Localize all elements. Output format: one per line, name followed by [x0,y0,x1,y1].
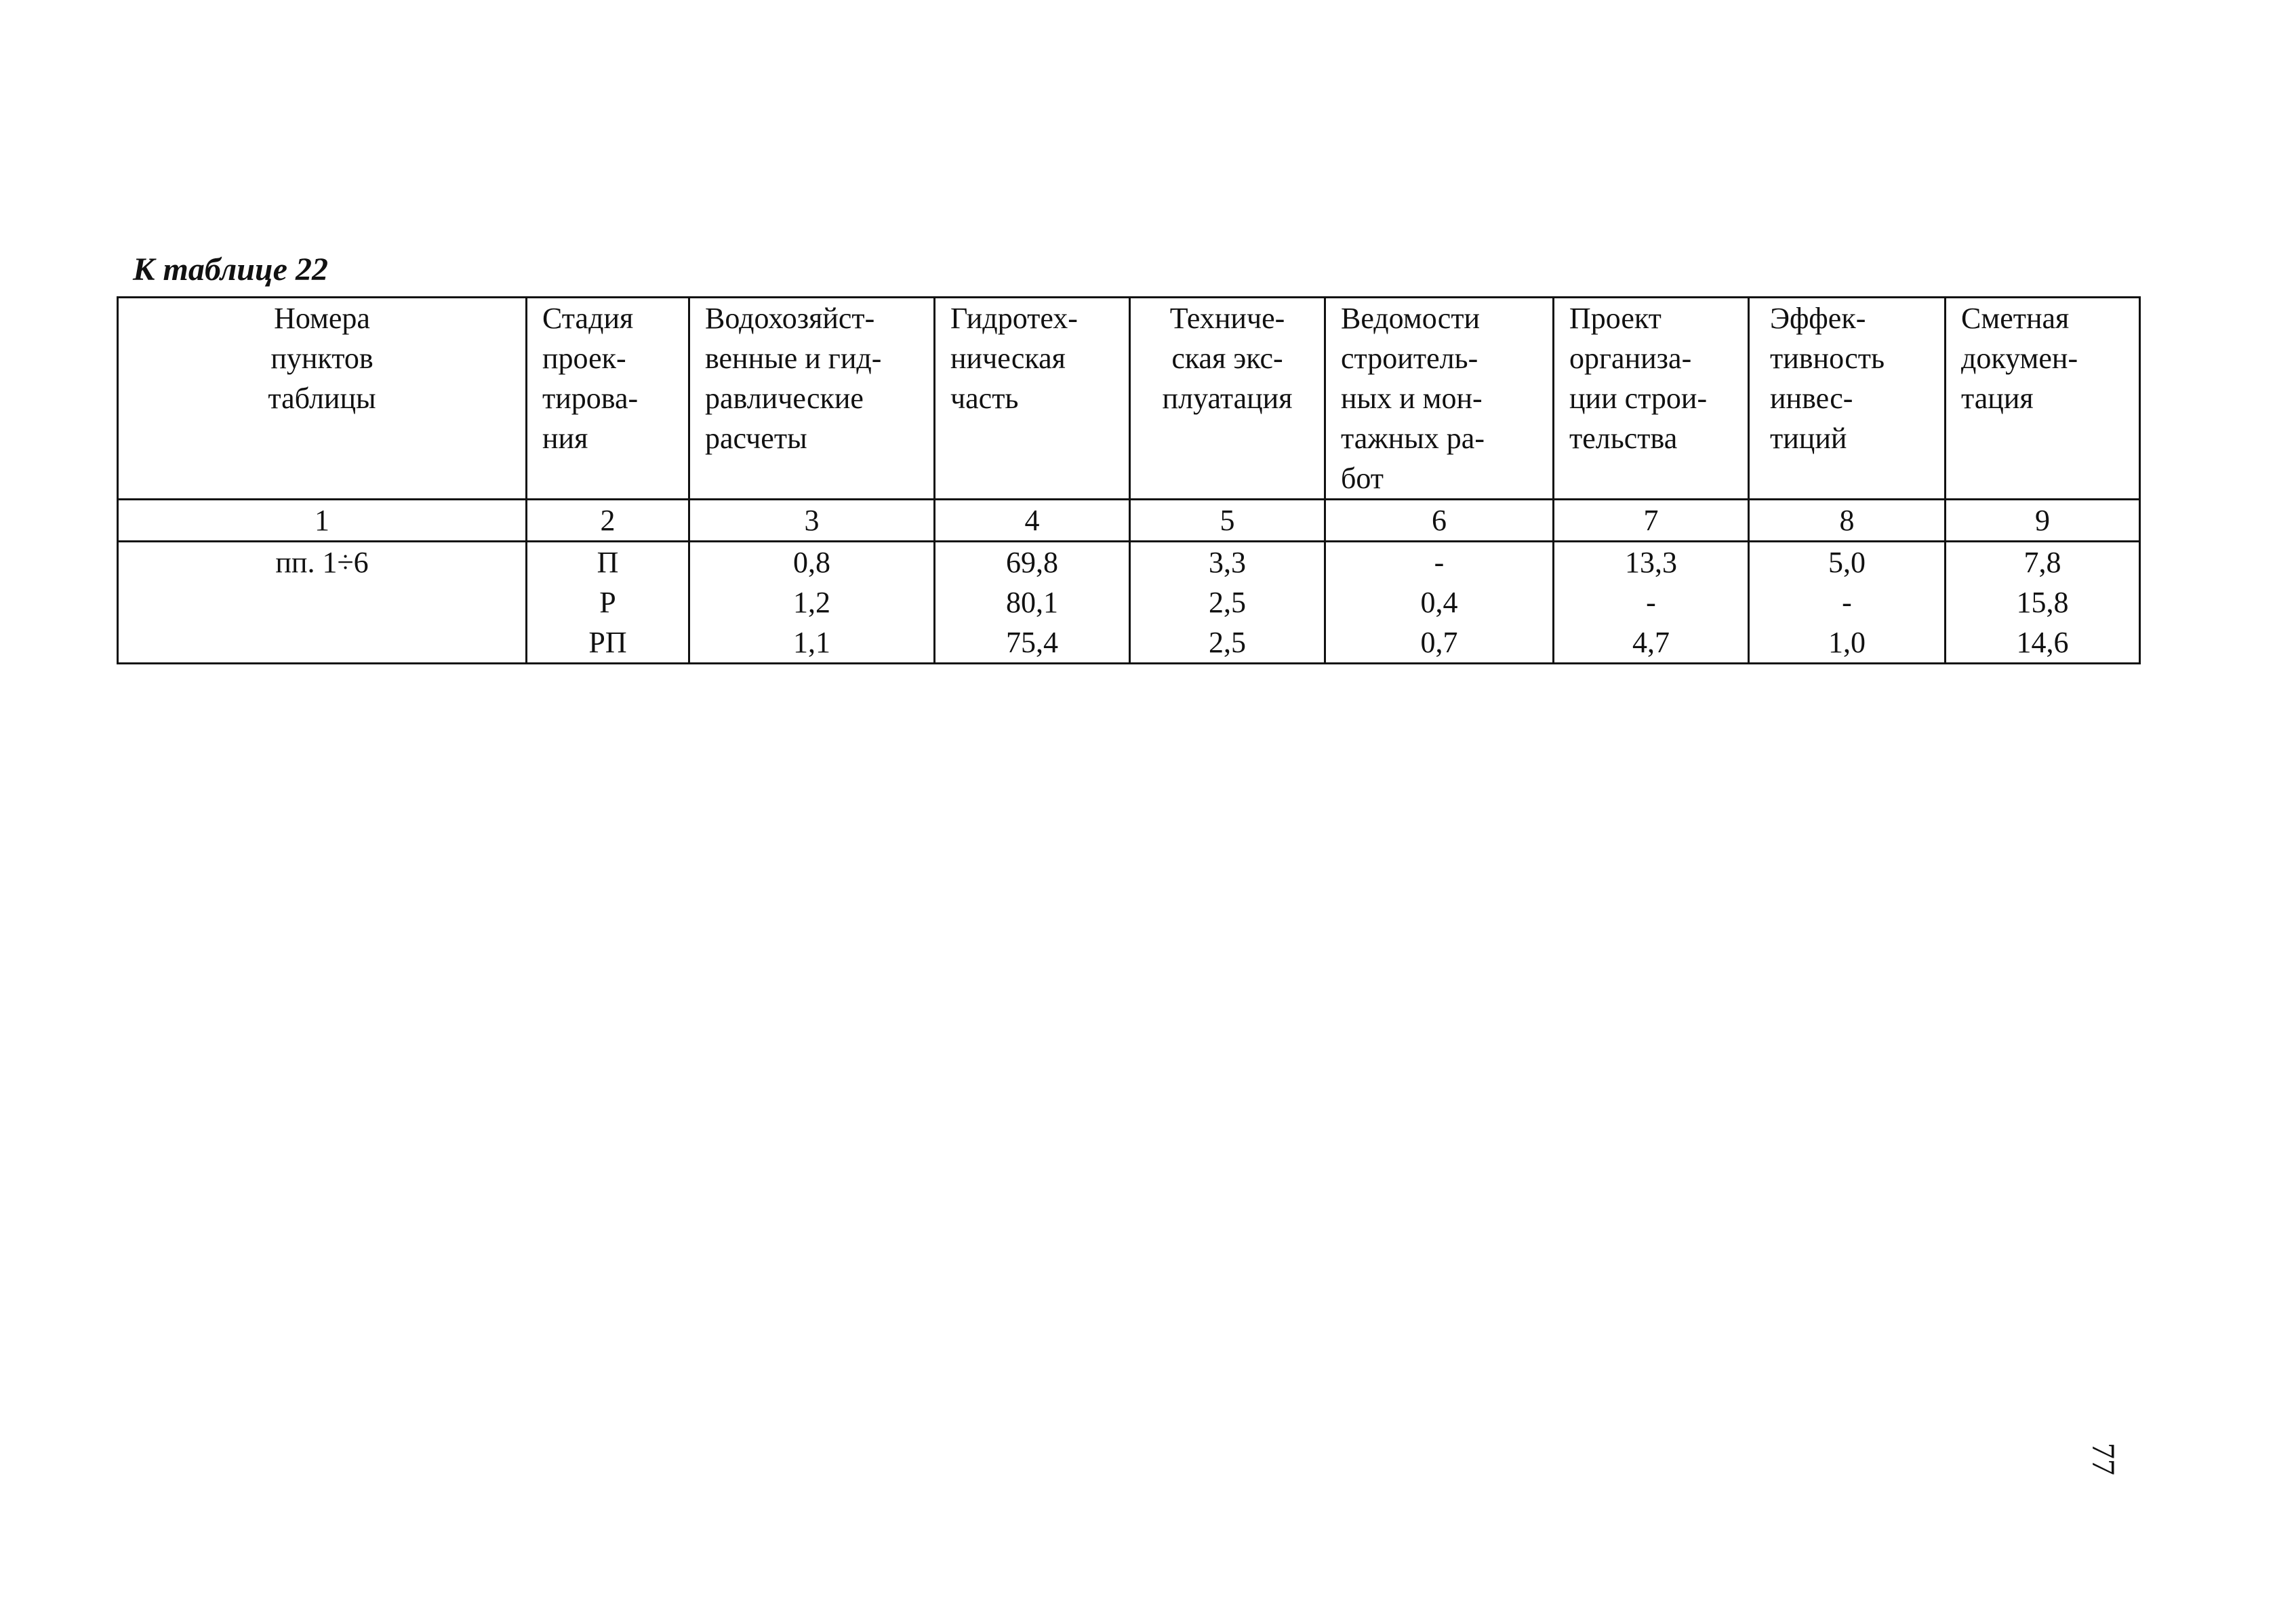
header-line: таблицы [268,382,376,415]
header-line: Ведомости [1341,302,1481,335]
estimate-cell [1946,542,2140,664]
table-value: 69,8 [1006,546,1058,579]
header-cell-5 [1130,298,1325,500]
column-number: 3 [689,500,935,542]
header-line: равлические [705,382,864,415]
table-value: 7,8 [2023,546,2061,579]
stage-cell [527,542,689,664]
column-number: 6 [1325,500,1554,542]
header-line: Сметная [1961,302,2070,335]
header-line: тельства [1569,422,1678,455]
table-value: 80,1 [1006,586,1058,619]
header-line: часть [950,382,1019,415]
header-row [118,298,2140,500]
table-row [118,542,2140,664]
table-value: 0,4 [1420,586,1458,619]
header-line: строитель- [1341,342,1478,375]
table-value: 5,0 [1828,546,1866,579]
header-line: тивность [1770,342,1885,375]
header-line: инвес- [1770,382,1853,415]
header-line: Номера [274,302,370,335]
header-line: проек- [542,342,626,375]
header-line: ных и мон- [1341,382,1483,415]
header-cell-8 [1749,298,1946,500]
header-line: тирова- [542,382,639,415]
table-value: 0,8 [793,546,830,579]
column-number: 7 [1554,500,1749,542]
header-cell-6 [1325,298,1554,500]
header-cell-2 [527,298,689,500]
header-cell-1 [118,298,527,500]
table-value: 4,7 [1632,626,1670,659]
table-value: 1,1 [793,626,830,659]
table-value: - [1646,586,1656,619]
header-line: Водохозяйст- [705,302,875,335]
table-value: 0,7 [1420,626,1458,659]
table-value: 13,3 [1625,546,1677,579]
header-line: организа- [1569,342,1692,375]
statements-cell [1325,542,1554,664]
column-number: 2 [527,500,689,542]
stage-value: П [597,546,619,579]
column-number: 1 [118,500,527,542]
header-line: Эффек- [1770,302,1866,335]
table-value: 3,3 [1209,546,1246,579]
header-line: ская экс- [1171,342,1283,375]
table-value: - [1434,546,1445,579]
investment-cell [1749,542,1946,664]
header-line: Стадия [542,302,634,335]
header-cell-4 [935,298,1130,500]
operation-cell [1130,542,1325,664]
items-label: пп. 1÷6 [275,546,369,579]
column-number: 5 [1130,500,1325,542]
table-value: 75,4 [1006,626,1058,659]
table-value: 1,2 [793,586,830,619]
items-cell [118,542,527,664]
table-value: 14,6 [2016,626,2069,659]
header-line: докумен- [1961,342,2078,375]
hydro-part-cell [935,542,1130,664]
header-line: расчеты [705,422,807,455]
header-line: ния [542,422,588,455]
header-line: тиций [1770,422,1847,455]
header-cell-9 [1946,298,2140,500]
header-line: тажных ра- [1341,422,1485,455]
column-number: 9 [1946,500,2140,542]
header-line: пунктов [270,342,374,375]
construction-org-cell [1554,542,1749,664]
table-value: 2,5 [1209,586,1246,619]
header-line: бот [1341,462,1384,495]
header-cell-3 [689,298,935,500]
column-number: 4 [935,500,1130,542]
header-line: ции строи- [1569,382,1708,415]
header-line: Техниче- [1169,302,1285,335]
header-cell-7 [1554,298,1749,500]
header-line: тация [1961,382,2034,415]
column-number: 8 [1749,500,1946,542]
table-value: - [1842,586,1852,619]
data-table [117,296,2141,664]
header-line: Проект [1569,302,1661,335]
stage-value: Р [599,586,616,619]
header-line: плуатация [1162,382,1293,415]
table-value: 2,5 [1209,626,1246,659]
table-value: 1,0 [1828,626,1866,659]
column-number-row [118,500,2140,542]
page-number: 77 [2085,1443,2121,1475]
stage-value: РП [588,626,627,659]
header-line: венные и гид- [705,342,882,375]
table-value: 15,8 [2016,586,2069,619]
water-calc-cell [689,542,935,664]
header-line: ническая [950,342,1066,375]
table-caption: К таблице 22 [133,252,328,287]
header-line: Гидротех- [950,302,1078,335]
